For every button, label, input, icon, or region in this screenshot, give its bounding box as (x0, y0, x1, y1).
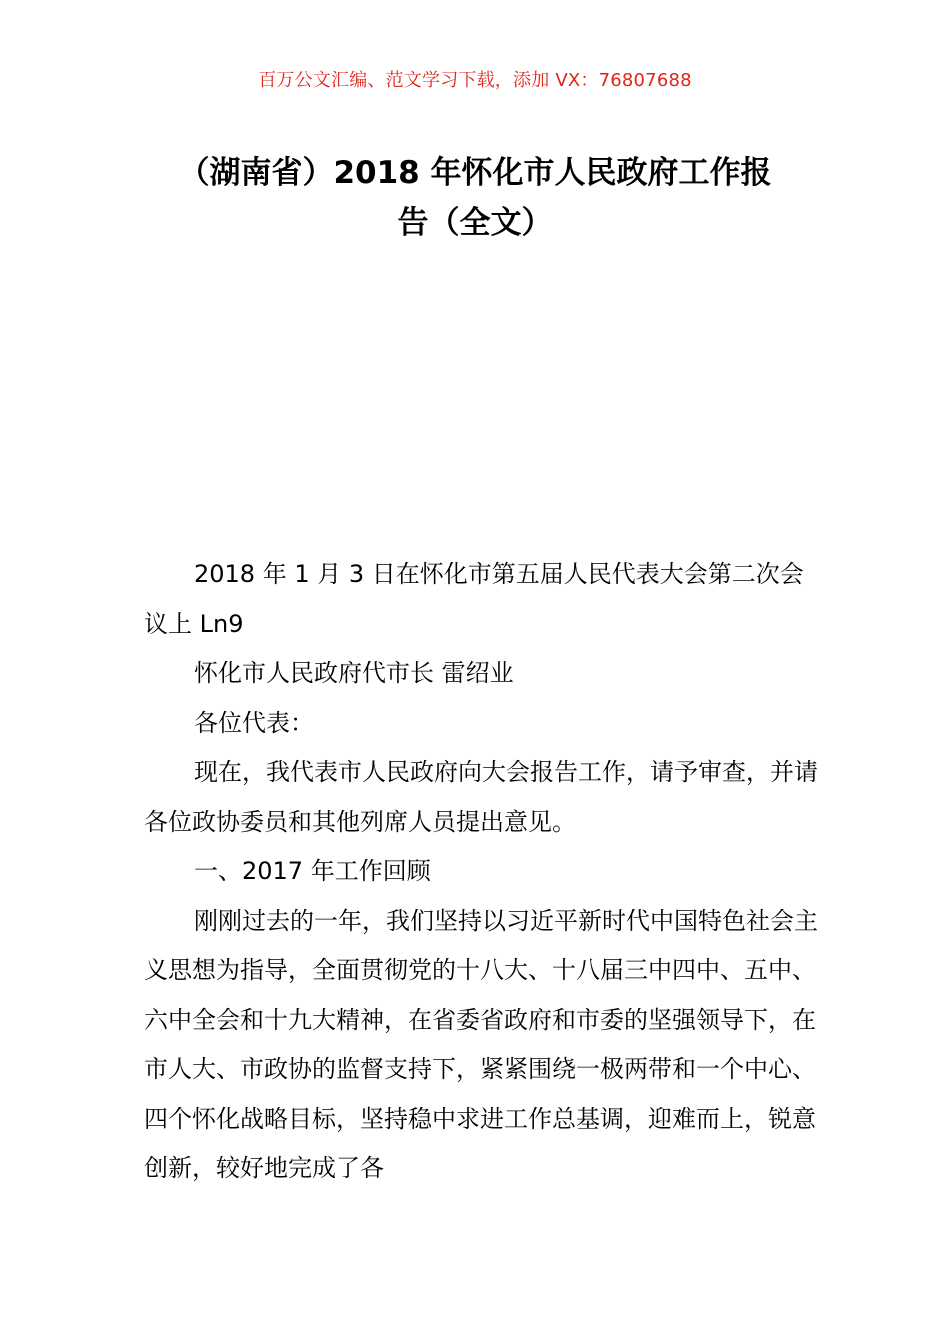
title-line-1: （湖南省）2018 年怀化市人民政府工作报 (178, 155, 772, 191)
document-title (140, 148, 810, 248)
title-line-2: 告（全文） (397, 205, 553, 241)
speaker-line: 怀化市人民政府代市长 雷绍业 (194, 659, 514, 687)
salutation: 各位代表： (194, 708, 314, 737)
review-paragraph: 刚刚过去的一年，我们坚持以习近平新时代中国特色社会主义思想为指导，全面贯彻党的十八大、十八届三中四中、五中、六中全会和十九大精神，在省委省政府和市委的坚强领导下，在市人大、市政协的监督支持下，紧紧围绕一极两带和一个中心、四个怀化战略目标，坚持稳中求进工作总基调，迎难而上，锐意创新，较好地完成了各 (144, 906, 818, 1182)
document-body (144, 550, 824, 1194)
meeting-info-paragraph: 2018 年 1 月 3 日在怀化市第五届人民代表大会第二次会议上 Ln9 (144, 560, 804, 638)
section-heading: 一、2017 年工作回顾 (194, 857, 431, 885)
opening-paragraph: 现在，我代表市人民政府向大会报告工作，请予审查，并请各位政协委员和其他列席人员提出意见。 (144, 758, 818, 836)
header-watermark-note: 百万公文汇编、范文学习下载，添加 VX：76807688 (258, 70, 692, 91)
